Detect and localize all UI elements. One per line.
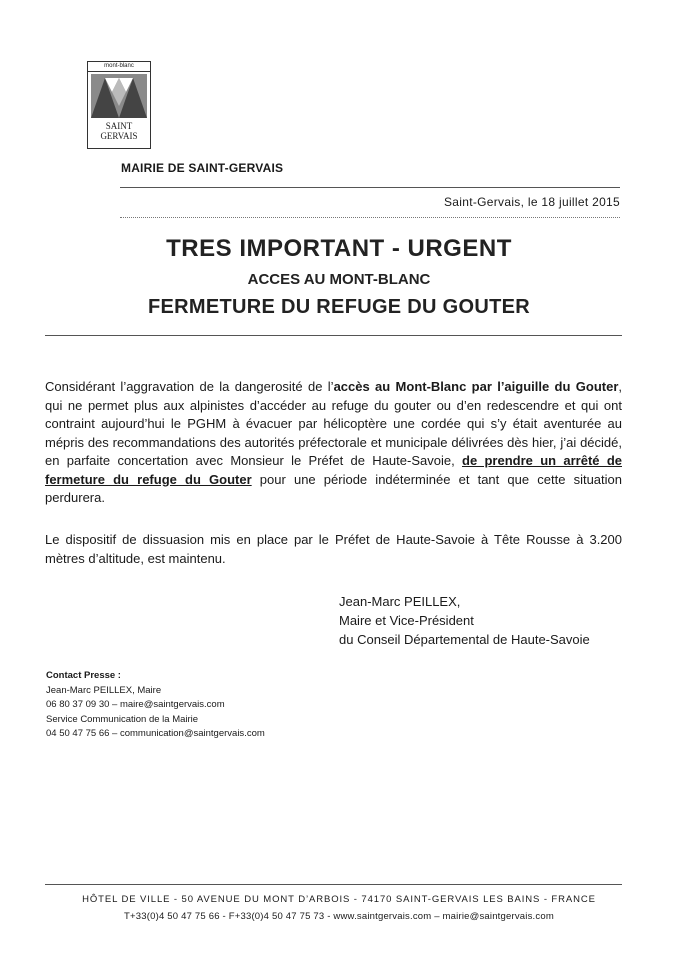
footer-contact-details: T+33(0)4 50 47 75 66 - F+33(0)4 50 47 75 73 - www.saintgervais.com – mairie@saintgervais.com xyxy=(124,911,554,922)
signatory-name: Jean-Marc PEILLEX, xyxy=(339,594,461,609)
headline: FERMETURE DU REFUGE DU GOUTER xyxy=(147,296,531,318)
body-paragraph-2: Le dispositif de dissuasion mis en place par le Préfet de Haute-Savoie à Tête Rousse à 3.200 mètres d’altitude, est maintenu. xyxy=(45,532,622,566)
p1-text-a: Considérant l’aggravation de la dangerosité de l’ xyxy=(45,379,334,394)
p1-text-c: , qui ne permet plus aux alpinistes d’accéder au refuge du gouter ou d’en redescendre et qui ont contraint aujourd’hui le PGHM à évacuer par hélicoptère une cordée qui s’y était aventurée au mépris des recommandations des autorités préfectorale et municipale délivrées dès hier, j’ai décidé, en parfaite concertation avec Monsieur le Préfet de Haute-Savoie, xyxy=(45,379,622,468)
main-title: TRES IMPORTANT - URGENT xyxy=(166,235,512,262)
date-rule xyxy=(120,217,620,218)
contact-line: Service Communication de la Mairie xyxy=(46,713,199,725)
logo-top-text: mont-blanc xyxy=(88,62,150,72)
logo-saint-text: SAINT xyxy=(105,121,133,131)
contact-line: 06 80 37 09 30 – maire@saintgervais.com xyxy=(46,699,225,710)
contact-line: 04 50 47 75 66 – communication@saintgervais.com xyxy=(46,728,265,739)
organization-name: MAIRIE DE SAINT-GERVAIS xyxy=(121,161,284,175)
logo-gervais-text: GERVAIS xyxy=(100,131,138,141)
footer-address: HÔTEL DE VILLE - 50 AVENUE DU MONT D’ARBOIS - 74170 SAINT-GERVAIS LES BAINS - FRANCE xyxy=(82,894,596,905)
subtitle: ACCES AU MONT-BLANC xyxy=(247,271,431,288)
p1-underlined-decision: de prendre un arrêté de fermeture du refuge du Gouter xyxy=(45,453,622,487)
p1-text-e: pour une période indéterminée et tant que cette situation perdurera. xyxy=(45,471,622,505)
signatory-role: Maire et Vice-Président xyxy=(339,613,474,628)
mountain-logo-icon xyxy=(88,72,150,120)
header-rule xyxy=(120,187,620,188)
body-paragraph-1 xyxy=(45,378,622,508)
mairie-logo xyxy=(87,61,151,149)
contact-line: Jean-Marc PEILLEX, Maire xyxy=(46,684,162,696)
contact-label: Contact Presse : xyxy=(46,670,121,681)
footer-rule xyxy=(45,884,622,885)
press-contact xyxy=(46,669,265,742)
signature-block xyxy=(339,592,590,649)
signatory-council: du Conseil Départemental de Haute-Savoie xyxy=(339,632,590,647)
title-rule xyxy=(45,335,622,336)
p1-bold-access: accès au Mont-Blanc par l’aiguille du Gouter xyxy=(333,379,619,394)
letter-date: Saint-Gervais, le 18 juillet 2015 xyxy=(444,195,620,209)
